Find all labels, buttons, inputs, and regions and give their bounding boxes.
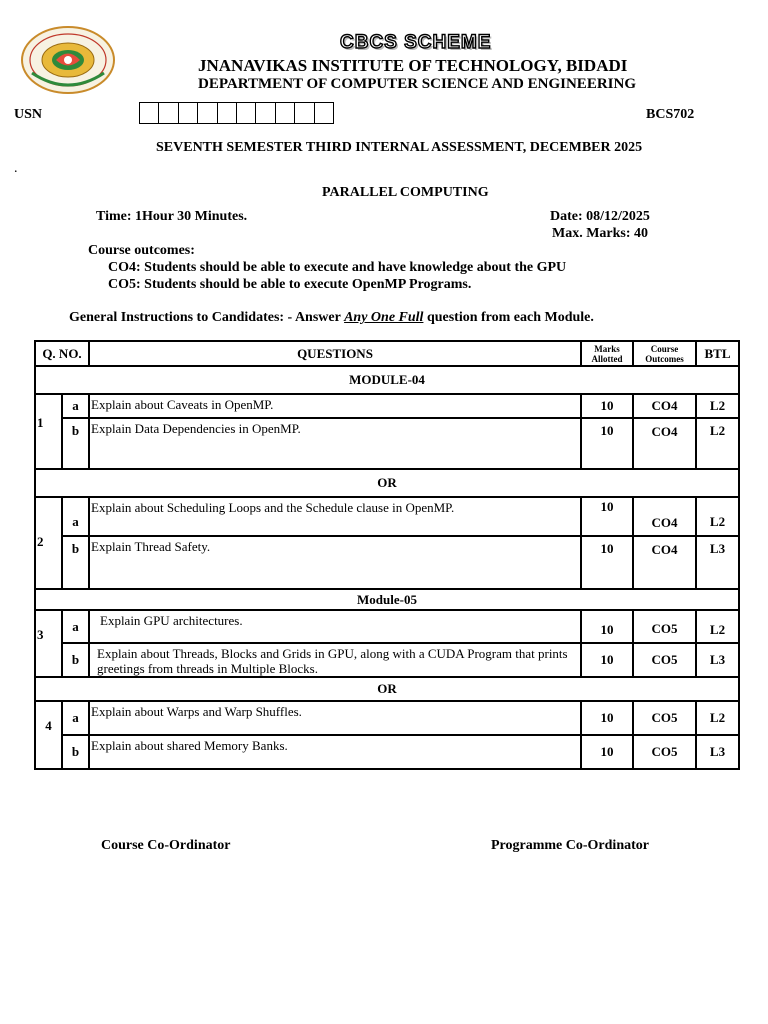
course-outcome-co5: CO5: Students should be able to execute OpenMP Programs. xyxy=(108,277,472,292)
table-row xyxy=(35,610,739,643)
btl-value: L2 xyxy=(696,701,739,735)
course-outcome-value: CO4 xyxy=(633,394,696,418)
table-row xyxy=(35,735,739,769)
question-number: 1 xyxy=(35,394,62,469)
course-coordinator-signature: Course Co-Ordinator xyxy=(101,838,231,853)
instructions-emphasis: Any One Full xyxy=(344,310,424,325)
exam-time: Time: 1Hour 30 Minutes. xyxy=(96,209,248,224)
usn-box xyxy=(140,102,159,124)
institute-name: JNANAVIKAS INSTITUTE OF TECHNOLOGY, BIDADI xyxy=(198,56,628,75)
question-text: Explain about Warps and Warp Shuffles. xyxy=(89,701,581,735)
question-text: Explain about Scheduling Loops and the Schedule clause in OpenMP. xyxy=(89,497,581,536)
module-05-heading: Module-05 xyxy=(35,589,739,610)
marks-value: 10 xyxy=(581,497,633,536)
btl-value: L3 xyxy=(696,643,739,677)
marks-value: 10 xyxy=(581,643,633,677)
instructions-suffix: question from each Module. xyxy=(423,310,594,325)
module-row xyxy=(35,366,739,394)
btl-value: L3 xyxy=(696,735,739,769)
header-qno: Q. NO. xyxy=(35,341,89,366)
table-row xyxy=(35,394,739,418)
marks-value: 10 xyxy=(581,610,633,643)
or-row xyxy=(35,469,739,497)
question-number: 4 xyxy=(35,701,62,769)
table-row xyxy=(35,497,739,536)
usn-box xyxy=(218,102,237,124)
usn-box xyxy=(159,102,178,124)
btl-value: L3 xyxy=(696,536,739,589)
btl-value: L2 xyxy=(696,497,739,536)
table-row xyxy=(35,536,739,589)
sub-label: b xyxy=(62,418,89,469)
course-outcome-value: CO4 xyxy=(633,497,696,536)
department-name: DEPARTMENT OF COMPUTER SCIENCE AND ENGINEERING xyxy=(198,76,636,92)
table-row xyxy=(35,418,739,469)
or-row xyxy=(35,677,739,701)
marks-value: 10 xyxy=(581,701,633,735)
usn-box xyxy=(295,102,314,124)
marks-value: 10 xyxy=(581,394,633,418)
btl-value: L2 xyxy=(696,394,739,418)
module-04-heading: MODULE-04 xyxy=(35,366,739,394)
question-table xyxy=(34,340,740,770)
course-outcome-value: CO4 xyxy=(633,418,696,469)
marks-value: 10 xyxy=(581,536,633,589)
btl-value: L2 xyxy=(696,418,739,469)
usn-box xyxy=(276,102,295,124)
question-text: Explain about Threads, Blocks and Grids in GPU, along with a CUDA Program that prints greetings from threads in Multiple Blocks. xyxy=(89,643,581,677)
header-questions: QUESTIONS xyxy=(89,341,581,366)
question-text: Explain about Caveats in OpenMP. xyxy=(89,394,581,418)
subject-code: BCS702 xyxy=(646,107,695,122)
marks-value: 10 xyxy=(581,418,633,469)
exam-date: Date: 08/12/2025 xyxy=(550,209,650,224)
usn-box xyxy=(315,102,334,124)
course-outcome-value: CO4 xyxy=(633,536,696,589)
instructions-prefix: General Instructions to Candidates: - Answer xyxy=(69,310,345,325)
usn-label: USN xyxy=(14,107,43,122)
question-text: Explain GPU architectures. xyxy=(89,610,581,643)
table-row xyxy=(35,643,739,677)
stray-mark: . xyxy=(14,161,18,176)
module-row xyxy=(35,589,739,610)
header-outcomes: Course Outcomes xyxy=(633,341,696,366)
max-marks: Max. Marks: 40 xyxy=(552,226,649,241)
usn-box xyxy=(198,102,217,124)
subject-title: PARALLEL COMPUTING xyxy=(322,185,489,200)
or-divider: OR xyxy=(35,469,739,497)
or-divider: OR xyxy=(35,677,739,701)
sub-label: b xyxy=(62,643,89,677)
sub-label: b xyxy=(62,536,89,589)
sub-label: b xyxy=(62,735,89,769)
exam-title: SEVENTH SEMESTER THIRD INTERNAL ASSESSMENT, DECEMBER 2025 xyxy=(156,140,643,155)
header-marks: Marks Allotted xyxy=(581,341,633,366)
course-outcomes-heading: Course outcomes: xyxy=(88,243,195,258)
sub-label: a xyxy=(62,610,89,643)
usn-box xyxy=(179,102,198,124)
course-outcome-value: CO5 xyxy=(633,701,696,735)
question-text: Explain Thread Safety. xyxy=(89,536,581,589)
sub-label: a xyxy=(62,394,89,418)
header-btl: BTL xyxy=(696,341,739,366)
usn-boxes xyxy=(139,102,334,124)
usn-box xyxy=(256,102,275,124)
question-number: 2 xyxy=(35,497,62,589)
sub-label: a xyxy=(62,497,89,536)
question-text: Explain Data Dependencies in OpenMP. xyxy=(89,418,581,469)
course-outcome-value: CO5 xyxy=(633,610,696,643)
question-number: 3 xyxy=(35,610,62,677)
table-row xyxy=(35,701,739,735)
course-outcome-co4: CO4: Students should be able to execute and have knowledge about the GPU xyxy=(108,260,567,275)
table-header-row xyxy=(35,341,739,366)
question-text: Explain about shared Memory Banks. xyxy=(89,735,581,769)
course-outcome-value: CO5 xyxy=(633,643,696,677)
sub-label: a xyxy=(62,701,89,735)
scheme-banner: CBCS SCHEME xyxy=(340,32,492,53)
programme-coordinator-signature: Programme Co-Ordinator xyxy=(491,838,649,853)
btl-value: L2 xyxy=(696,610,739,643)
institute-logo xyxy=(20,25,116,95)
general-instructions xyxy=(69,310,594,326)
course-outcome-value: CO5 xyxy=(633,735,696,769)
usn-box xyxy=(237,102,256,124)
marks-value: 10 xyxy=(581,735,633,769)
